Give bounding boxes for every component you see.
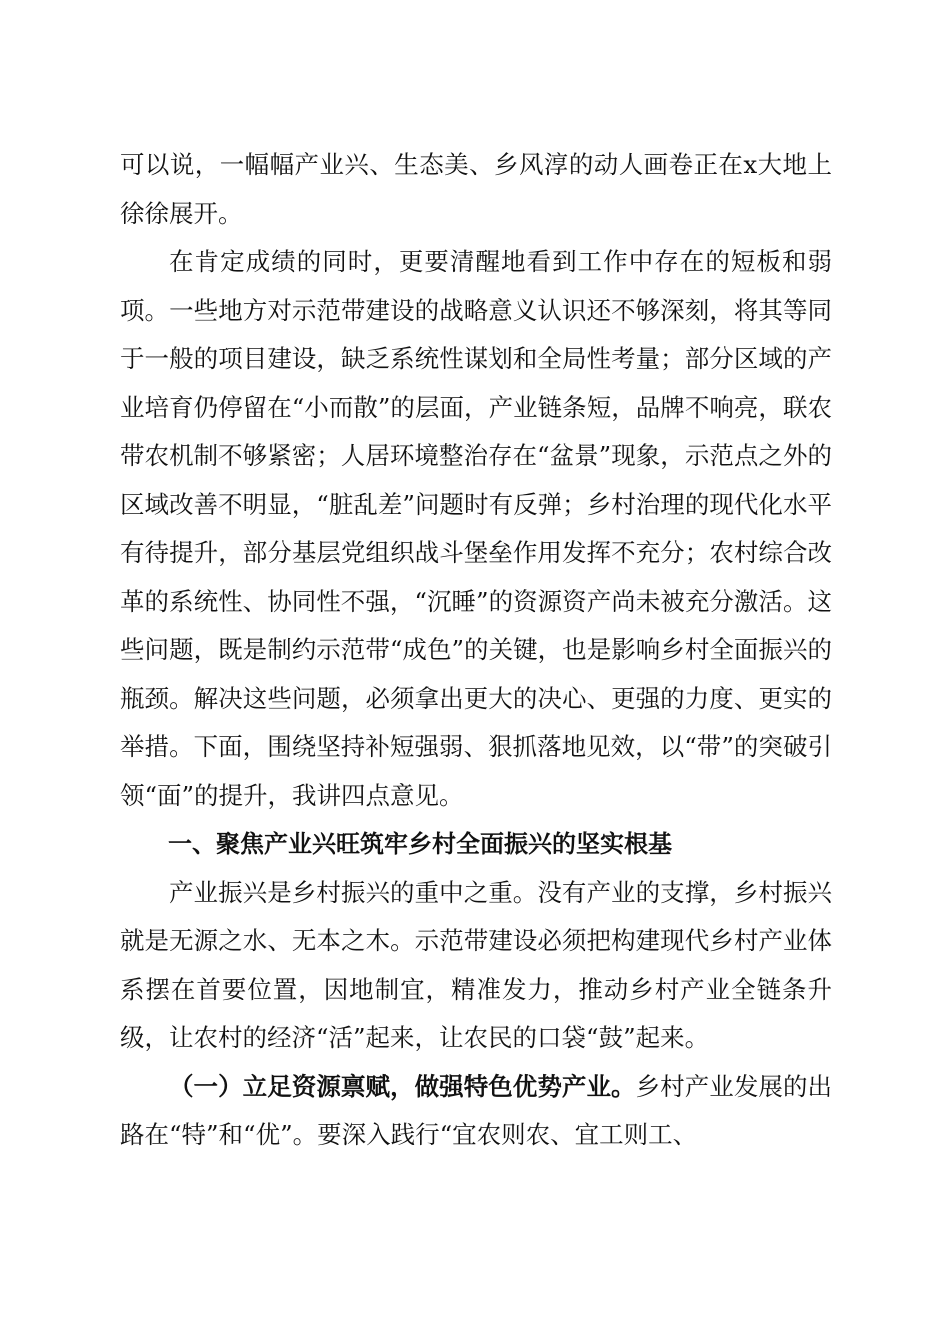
subsection-1-text: 乡村产业发展的出路在“特”和“优”。要深入践行“宜农则农、宜工则工、 [120,1071,833,1149]
paragraph-industry: 产业振兴是乡村振兴的重中之重。没有产业的支撑，乡村振兴就是无源之水、无本之木。示范带建设必须把构建现代乡村产业体系摆在首要位置，因地制宜，精准发力，推动乡村产业全链条升级，让农村的经济“活”起来，让农民的口袋“鼓”起来。 [120,877,832,1052]
subsection-1-lead: （一）立足资源禀赋，做强特色优势产业。 [169,1071,636,1101]
document-page [120,141,832,1160]
paragraph-subsection-1 [120,1063,832,1160]
section-heading-1: 一、聚焦产业兴旺筑牢乡村全面振兴的坚实根基 [168,830,672,858]
paragraph-continuation: 可以说，一幅幅产业兴、生态美、乡风淳的动人画卷正在x大地上徐徐展开。 [120,150,832,228]
paragraph-shortcomings: 在肯定成绩的同时，更要清醒地看到工作中存在的短板和弱项。一些地方对示范带建设的战略意义认识还不够深刻，将其等同于一般的项目建设，缺乏系统性谋划和全局性考量；部分区域的产业培育仍停留在“小而散”的层面，产业链条短，品牌不响亮，联农带农机制不够紧密；人居环境整治存在“盆景”现象，示范点之外的区域改善不明显，“脏乱差”问题时有反弹；乡村治理的现代化水平有待提升，部分基层党组织战斗堡垒作用发挥不充分；农村综合改革的系统性、协同性不强，“沉睡”的资源资产尚未被充分激活。这些问题，既是制约示范带“成色”的关键，也是影响乡村全面振兴的瓶颈。解决这些问题，必须拿出更大的决心、更强的力度、更实的举措。下面，围绕坚持补短强弱、狠抓落地见效，以“带”的突破引领“面”的提升，我讲四点意见。 [120,247,832,810]
